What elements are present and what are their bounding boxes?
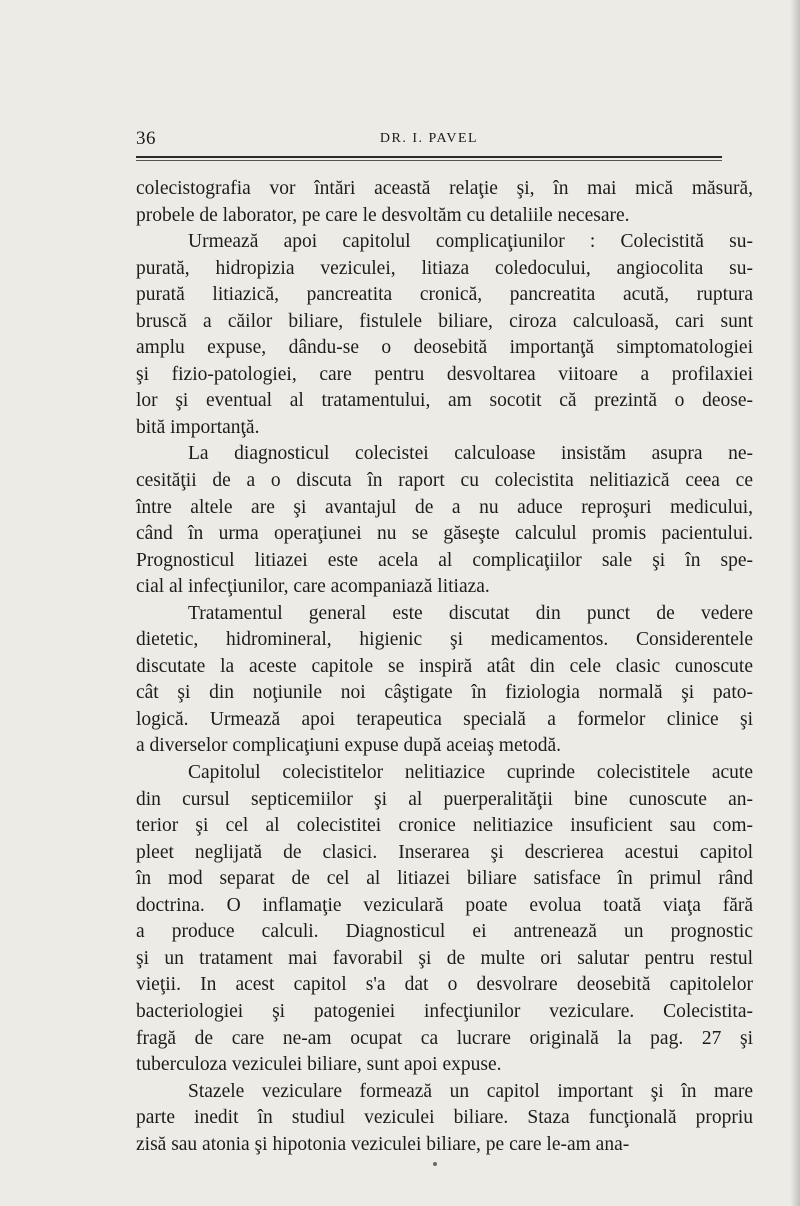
text-line: cial al infecţiunilor, care acompaniază litiaza. — [136, 576, 490, 598]
text-line: pleet neglijată de clasici. Inserarea şi descrierea acestui capitol — [136, 841, 753, 863]
text-line: Urmează apoi capitolul complicaţiunilor : Colecistită su- — [188, 231, 753, 253]
text-line: cât şi din noţiunile noi câştigate în fiziologia normală şi pato- — [136, 682, 753, 704]
text-line: când în urma operaţiunei nu se găseşte calculul promis pacientului. — [136, 523, 753, 545]
paragraph — [136, 1079, 753, 1159]
text-line: bită importanţă. — [136, 416, 260, 438]
header-rule-thick — [136, 156, 722, 158]
text-line: tuberculoza veziculei biliare, sunt apoi expuse. — [136, 1054, 502, 1076]
text-line: zisă sau atonia şi hipotonia veziculei biliare, pe care le-am ana- — [136, 1133, 630, 1155]
text-line: a produce calculi. Diagnosticul ei antrenează un prognostic — [136, 921, 753, 943]
page-edge-shadow — [790, 0, 800, 1206]
text-line: bacteriologiei şi patogeniei infecţiunilor veziculare. Colecistita- — [136, 1000, 753, 1022]
text-line: probele de laborator, pe care le desvoltăm cu detaliile necesare. — [136, 204, 630, 226]
text-line: între altele are şi avantajul de a nu aduce reproşuri medicului, — [136, 496, 753, 518]
text-line: şi fizio-patologiei, care pentru desvoltarea viitoare a profilaxiei — [136, 363, 753, 385]
paragraph — [136, 176, 753, 229]
running-head: DR. I. PAVEL — [379, 131, 479, 146]
text-line: din cursul septicemiilor şi al puerperalităţii bine cunoscute an- — [136, 788, 753, 810]
text-line: cesităţii de a o discuta în raport cu colecistita nelitiazică ceea ce — [136, 470, 753, 492]
text-line: şi un tratament mai favorabil şi de multe ori salutar pentru restul — [136, 947, 753, 969]
text-line: terior şi cel al colecistitei cronice nelitiazice insuficient sau com- — [136, 815, 753, 837]
paragraph — [136, 601, 753, 760]
header-rule-thin — [136, 160, 722, 161]
text-line: purată litiazică, pancreatita cronică, pancreatita acută, ruptura — [136, 284, 753, 306]
paragraph — [136, 760, 753, 1079]
text-line: vieţii. In acest capitol s'a dat o desvolrare deosebită capitolelor — [136, 974, 753, 996]
text-line: bruscă a căilor biliare, fistulele biliare, ciroza calculoasă, cari sunt — [136, 310, 753, 332]
text-line: La diagnosticul colecistei calculoase insistăm asupra ne- — [188, 443, 753, 465]
text-line: amplu expuse, dându-se o deosebită importanţă simptomatologiei — [136, 337, 753, 359]
text-line: a diverselor complicaţiuni expuse după aceiaş metodă. — [136, 735, 562, 757]
paragraph — [136, 229, 753, 441]
text-line: doctrina. O inflamaţie veziculară poate evolua toată viaţa fără — [136, 894, 753, 916]
text-line: Tratamentul general este discutat din punct de vedere — [188, 602, 753, 624]
text-line: logică. Urmează apoi terapeutica specială a formelor clinice şi — [136, 708, 753, 730]
page-number: 36 — [136, 128, 156, 149]
text-line: în mod separat de cel al litiazei biliare satisface în primul rând — [136, 868, 753, 890]
text-line: parte inedit în studiul veziculei biliare. Staza funcţională propriu — [136, 1107, 753, 1129]
text-line: fragă de care ne-am ocupat ca lucrare originală la pag. 27 şi — [136, 1027, 753, 1049]
text-line: Capitolul colecistitelor nelitiazice cuprinde colecistitele acute — [188, 762, 753, 784]
text-line: Stazele veziculare formează un capitol important şi în mare — [188, 1080, 753, 1102]
text-line: colecistografia vor întări această relaţie şi, în mai mică măsură, — [136, 178, 753, 199]
page-header — [136, 128, 722, 152]
paragraph — [136, 441, 753, 600]
page-speck — [433, 1162, 437, 1166]
text-line: lor şi eventual al tratamentului, am socotit că prezintă o deose- — [136, 390, 753, 412]
text-line: dietetic, hidromineral, higienic şi medicamentos. Considerentele — [136, 629, 753, 651]
text-line: discutate la aceste capitole se inspiră atât din cele clasic cunoscute — [136, 655, 753, 677]
text-line: purată, hidropizia veziculei, litiaza coledocului, angiocolita su- — [136, 257, 753, 279]
text-line: Prognosticul litiazei este acela al complicaţiilor sale şi în spe- — [136, 549, 753, 571]
body-text — [136, 176, 753, 1158]
